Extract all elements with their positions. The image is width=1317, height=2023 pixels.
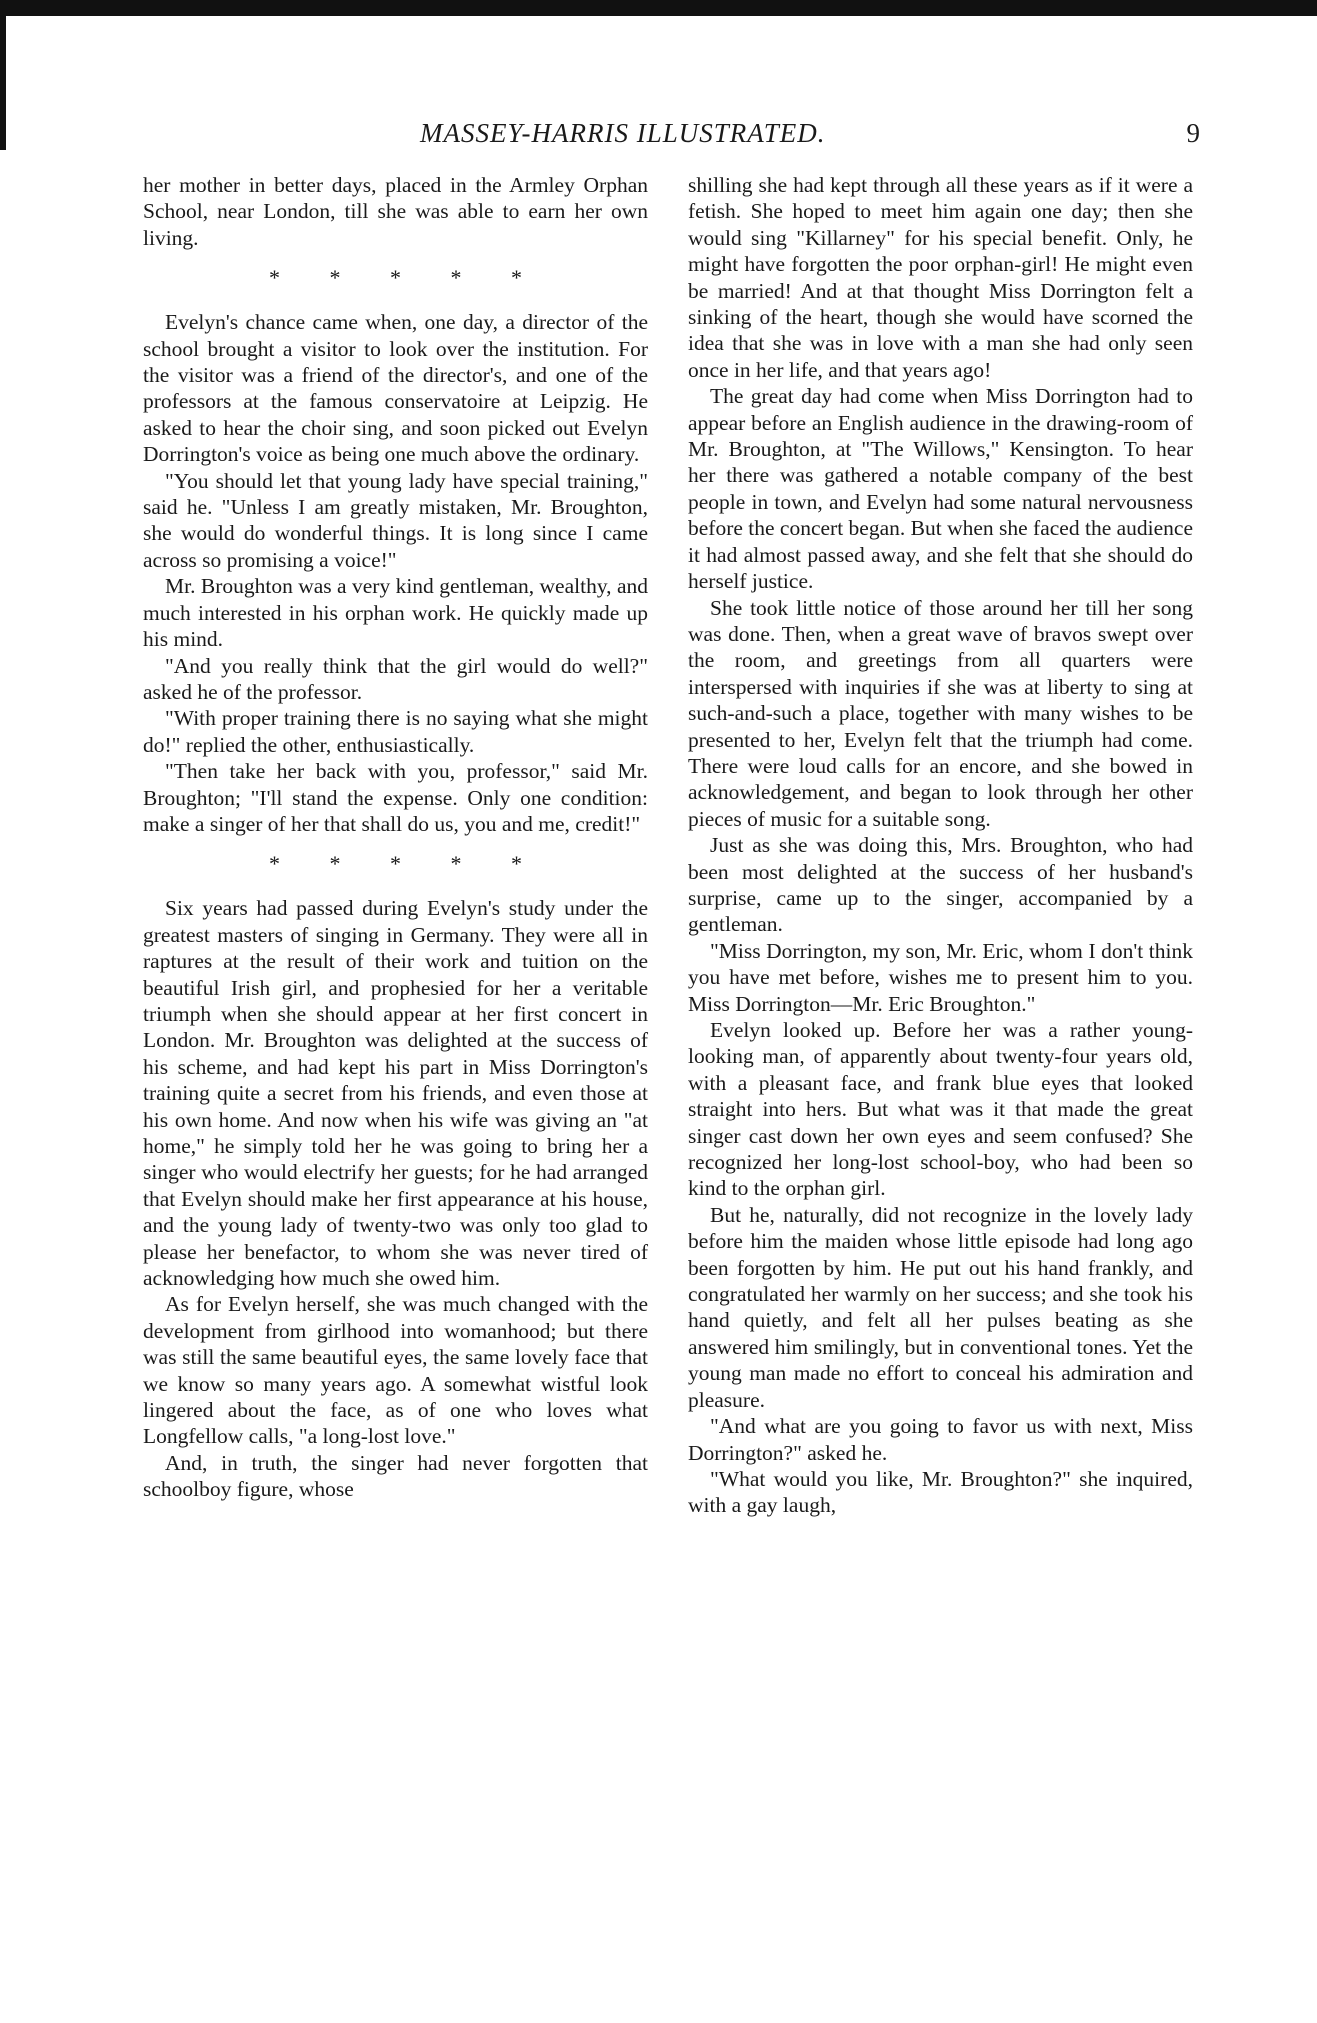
paragraph: "And what are you going to favor us with next, Miss Dorrington?" asked he. <box>688 1414 1193 1465</box>
paragraph: Just as she was doing this, Mrs. Broughton, who had been most delighted at the success of her husband's surprise, came up to the singer, accompanied by a gentleman. <box>688 833 1193 937</box>
section-separator: * * * * * <box>269 265 522 291</box>
paragraph: She took little notice of those around her till her song was done. Then, when a great wave of bravos swept over the room, and greetings from all quarters were interspersed with inquiries if she was at liberty to sing at such-and-such a place, together with many wishes to be presented to her, Evelyn felt that the triumph had come. There were loud calls for an encore, and she bowed in acknowledgement, and began to look through her other pieces of music for a suitable song. <box>688 595 1193 831</box>
paragraph: "Then take her back with you, professor," said Mr. Broughton; "I'll stand the expense. Only one condition: make a singer of her that shall do us, you and me, credit!" <box>143 759 648 836</box>
paragraph: "Miss Dorrington, my son, Mr. Eric, whom I don't think you have met before, wishes me to present him to you. Miss Dorrington—Mr. Eric Broughton." <box>688 938 1193 1016</box>
left-edge-mark <box>0 0 14 150</box>
paragraph: As for Evelyn herself, she was much changed with the development from girlhood into womanhood; but there was still the same beautiful eyes, the same lovely face that we know so many years ago. A somewhat wistful look lingered about the face, as of one who loves what Longfellow calls, "a long-lost love." <box>143 1292 648 1449</box>
paragraph: Mr. Broughton was a very kind gentleman, wealthy, and much interested in his orphan work. He quickly made up his mind. <box>143 574 648 652</box>
paragraph: Six years had passed during Evelyn's study under the greatest masters of singing in Germany. They were all in raptures at the result of their work and tuition on the beautiful Irish girl, and prophesied for her a veritable triumph when she should appear at her first concert in London. Mr. Broughton was delighted at the success of his scheme, and had kept his part in Miss Dorrington's training quite a secret from his friends, and even those at his own home. And now when his wife was giving an "at home," he simply told her he was going to bring her a singer who would electrify her guests; for he had arranged that Evelyn should make her first appearance at his house, and the young lady of twenty-two was only too glad to please her benefactor, to whom she was never tired of acknowledging how much she owed him. <box>143 896 648 1291</box>
paragraph: "With proper training there is no saying what she might do!" replied the other, enthusiastically. <box>143 706 648 757</box>
running-title: MASSEY-HARRIS ILLUSTRATED. <box>420 118 826 148</box>
paragraph: her mother in better days, placed in the Armley Orphan School, near London, till she was able to earn her own living. <box>143 173 648 250</box>
paragraph: But he, naturally, did not recognize in the lovely lady before him the maiden whose little episode had long ago been forgotten by him. He put out his hand frankly, and congratulated her warmly on her success; and she took his hand quietly, and felt all her pulses beating as she answered him smilingly, but in conventional tones. Yet the young man made no effort to conceal his admiration and pleasure. <box>688 1202 1193 1412</box>
paragraph: "And you really think that the girl would do well?" asked he of the professor. <box>143 653 648 704</box>
section-separator: * * * * * <box>269 851 522 877</box>
top-border-rule <box>0 0 1317 16</box>
paragraph: Evelyn looked up. Before her was a rather young-looking man, of apparently about twenty-four years old, with a pleasant face, and frank blue eyes that looked straight into hers. But what was it that made the great singer cast down her own eyes and seem confused? She recognized her long-lost school-boy, who had been so kind to the orphan girl. <box>688 1018 1193 1201</box>
paragraph: "What would you like, Mr. Broughton?" she inquired, with a gay laugh, <box>688 1466 1193 1518</box>
paragraph: The great day had come when Miss Dorrington had to appear before an English audience in the drawing-room of Mr. Broughton, at "The Willows," Kensington. To hear her there was gathered a notable company of the best people in town, and Evelyn had some natural nervousness before the concert began. But when she faced the audience it had almost passed away, and she felt that she should do herself justice. <box>688 384 1194 594</box>
paragraph: And, in truth, the singer had never forgotten that schoolboy figure, whose <box>143 1450 648 1502</box>
paragraph: shilling she had kept through all these years as if it were a fetish. She hoped to meet him again one day; then she would sing "Killarney" for his special benefit. Only, he might have forgotten the poor orphan-girl! He might even be married! And at that thought Miss Dorrington felt a sinking of the heart, though she would have scorned the idea that she was in love with a man she had only seen once in her life, and that years ago! <box>688 173 1193 382</box>
paragraph: Evelyn's chance came when, one day, a director of the school brought a visitor to look over the institution. For the visitor was a friend of the director's, and one of the professors at the famous conservatoire at Leipzig. He asked to hear the choir sing, and soon picked out Evelyn Dorrington's voice as being one much above the ordinary. <box>143 310 648 467</box>
page-number: 9 <box>1186 118 1200 148</box>
paragraph: "You should let that young lady have special training," said he. "Unless I am greatly mistaken, Mr. Broughton, she would do wonderful things. It is long since I came across so promising a voice!" <box>143 468 648 572</box>
left-column <box>143 172 648 1503</box>
page-header <box>150 118 1200 158</box>
right-column <box>688 172 1193 1519</box>
